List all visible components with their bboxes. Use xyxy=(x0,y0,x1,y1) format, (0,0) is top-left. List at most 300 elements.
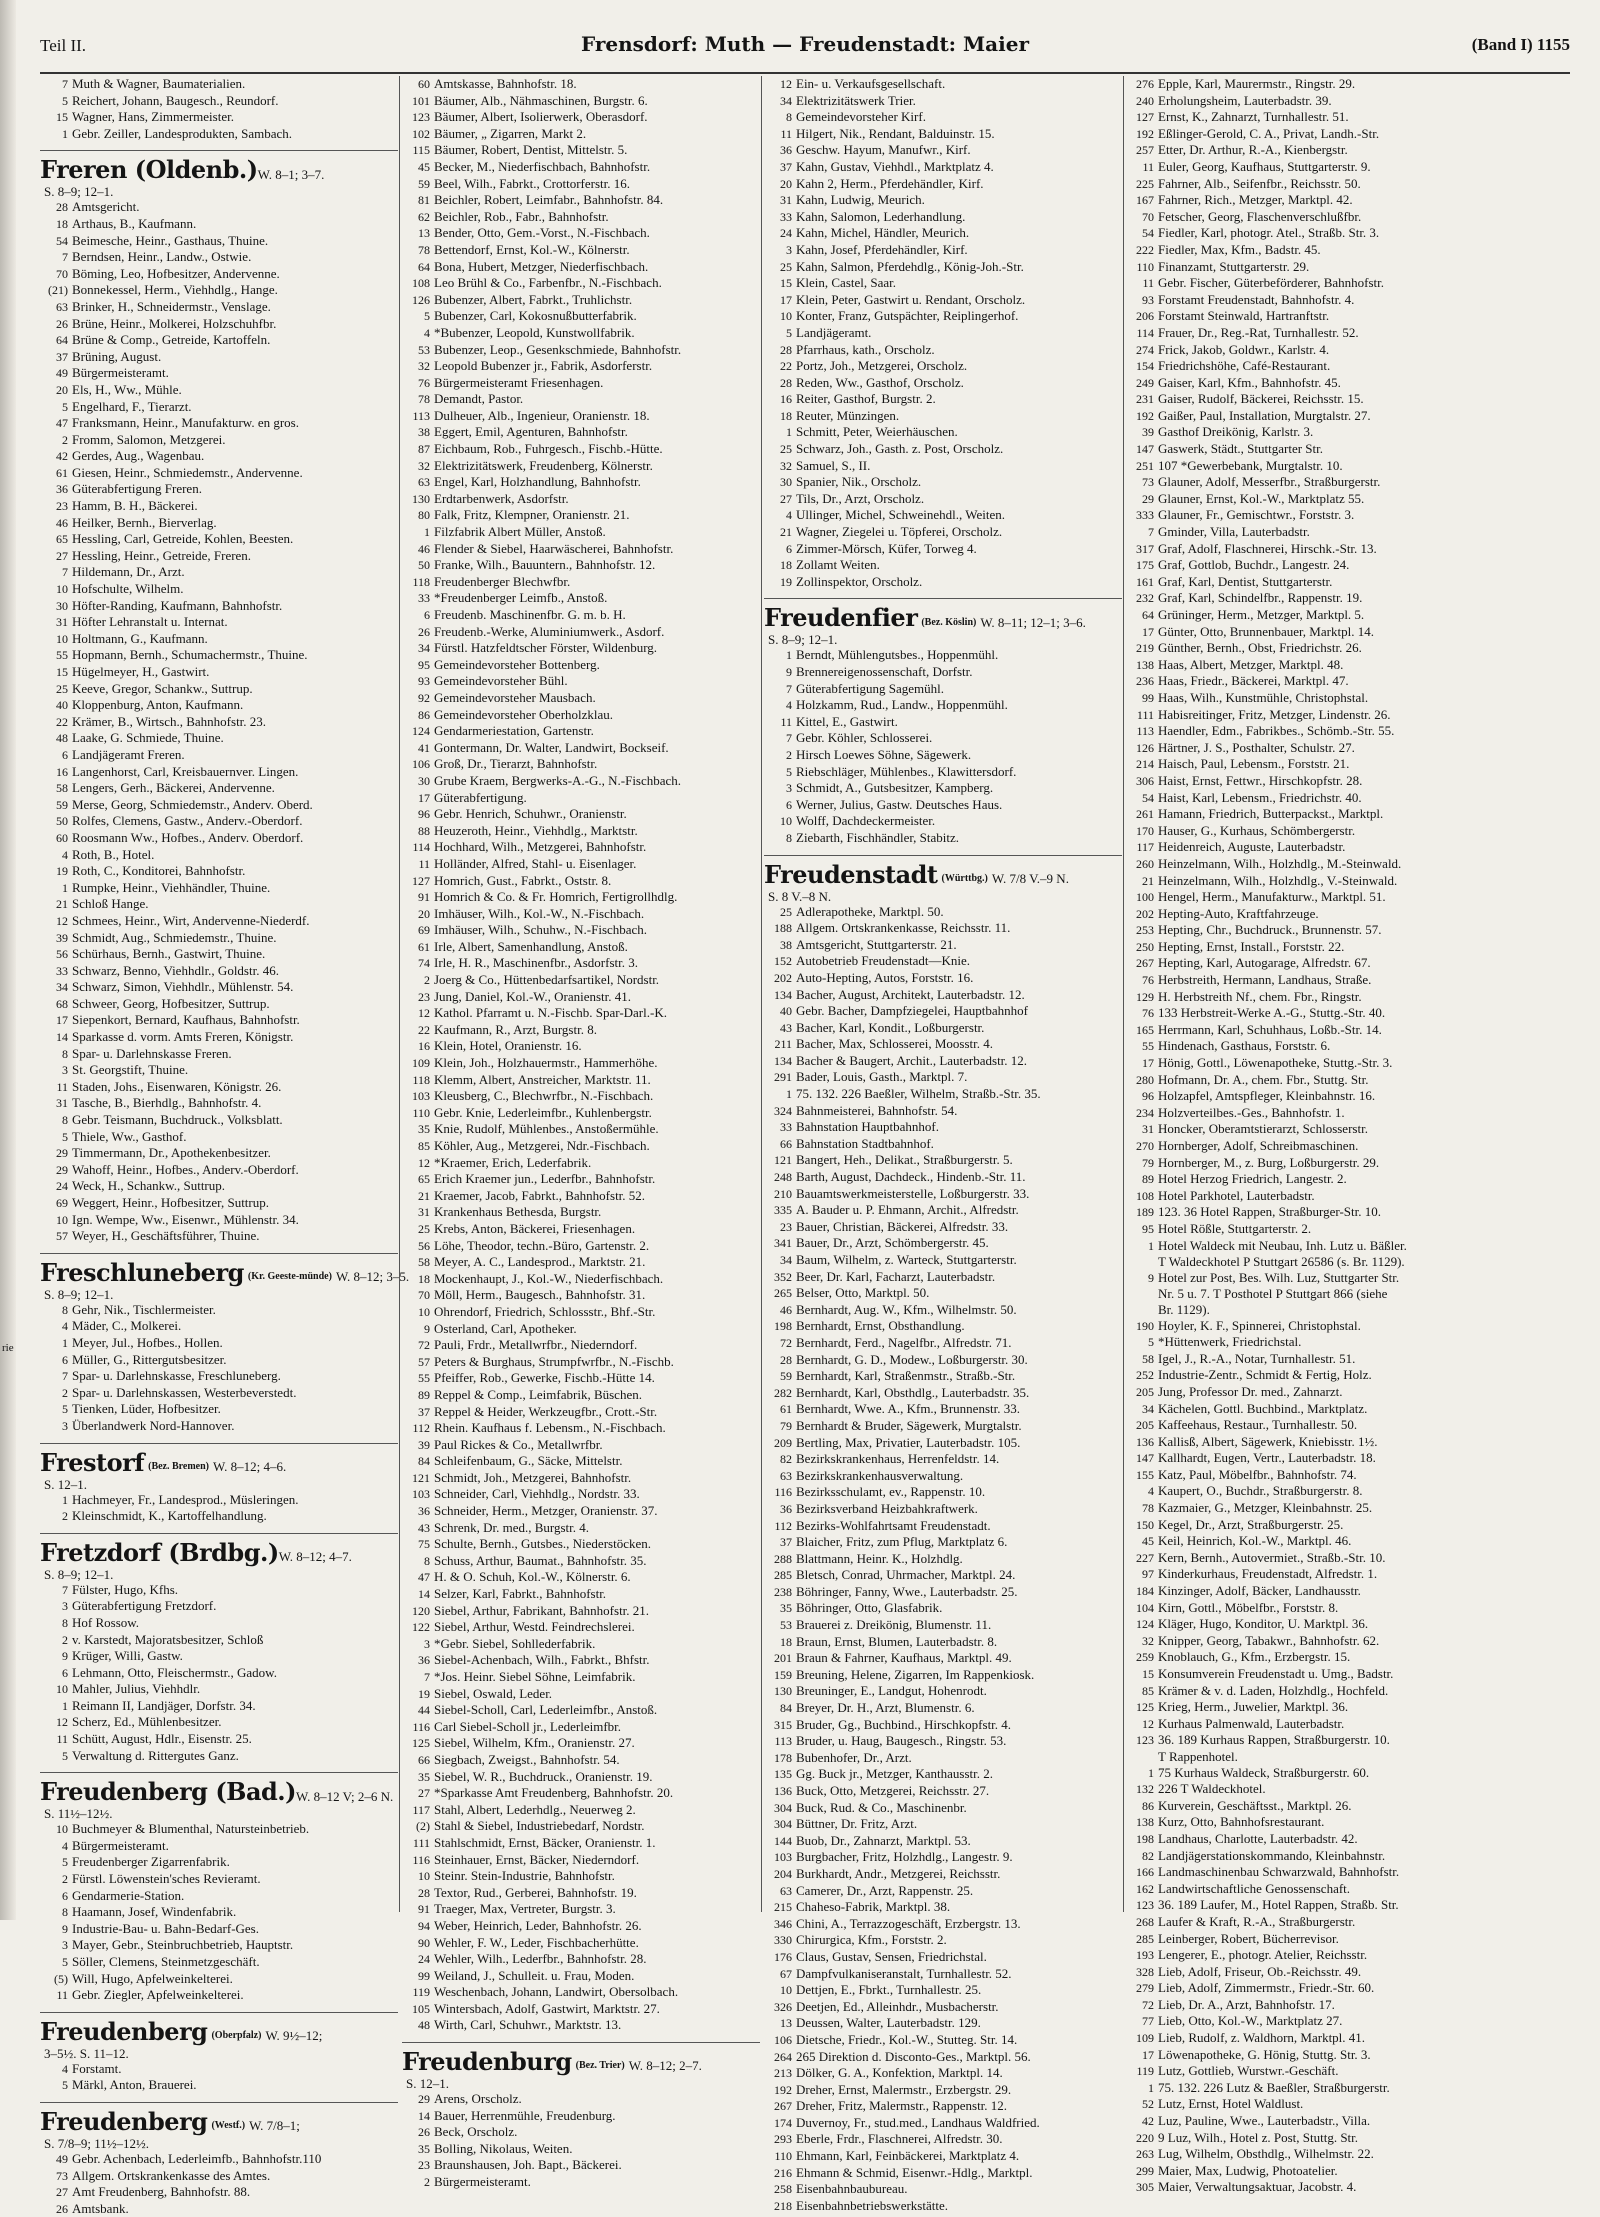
directory-entry xyxy=(40,1385,398,1402)
phone-number: 74 xyxy=(418,956,430,971)
phone-number: 35 xyxy=(780,1601,792,1616)
subscriber-name: Krämer, B., Wirtsch., Bahnhofstr. 23. xyxy=(72,713,267,729)
directory-entry xyxy=(1126,1749,1484,1765)
subscriber-name: Reichert, Johann, Baugesch., Reundorf. xyxy=(72,92,279,108)
phone-number: 161 xyxy=(1136,574,1154,589)
directory-entry xyxy=(1126,275,1484,292)
subscriber-name: Hönig, Gottl., Löwenapotheke, Stuttg.-Str. 3. xyxy=(1158,1055,1393,1071)
subscriber-name: Freudenberger Blechwfbr. xyxy=(434,573,571,589)
phone-number: 40 xyxy=(56,698,68,713)
directory-entry xyxy=(402,1088,760,1105)
phone-number: 57 xyxy=(56,1229,68,1244)
subscriber-name: Hof Rossow. xyxy=(72,1614,140,1630)
subscriber-name: Hochhard, Wilh., Metzgerei, Bahnhofstr. xyxy=(434,839,647,855)
subscriber-name: Hotel Parkhotel, Lauterbadstr. xyxy=(1158,1187,1315,1203)
directory-entry xyxy=(1126,1270,1484,1287)
directory-entry xyxy=(764,1932,1122,1949)
phone-number: 225 xyxy=(1136,176,1154,191)
subscriber-name: Steinr. Stein-Industrie, Bahnhofstr. xyxy=(434,1868,615,1884)
directory-entry xyxy=(1126,1022,1484,1039)
directory-entry xyxy=(1126,391,1484,408)
directory-entry xyxy=(1126,590,1484,607)
phone-number: 305 xyxy=(1136,2180,1154,2195)
phone-number: 84 xyxy=(780,1701,792,1716)
phone-number: 60 xyxy=(418,77,430,91)
phone-number: 34 xyxy=(1142,1401,1154,1416)
subscriber-name: Falk, Fritz, Klempner, Oranienstr. 21. xyxy=(434,507,630,523)
directory-entry xyxy=(764,325,1122,342)
subscriber-name: Heidenreich, Auguste, Lauterbadstr. xyxy=(1158,839,1346,855)
directory-entry xyxy=(40,1352,398,1369)
directory-entry xyxy=(764,937,1122,954)
directory-entry xyxy=(402,441,760,458)
subscriber-name: Homrich, Gust., Fabrkt., Oststr. 8. xyxy=(434,872,612,888)
directory-entry xyxy=(40,249,398,266)
phone-number: 4 xyxy=(62,1319,68,1334)
town-name: Freudenfier xyxy=(764,603,918,633)
subscriber-name: H. & O. Schuh, Kol.-W., Kölnerstr. 6. xyxy=(434,1569,631,1585)
directory-entry xyxy=(1126,441,1484,458)
subscriber-name: Camerer, Dr., Arzt, Rappenstr. 25. xyxy=(796,1882,974,1898)
phone-number: 147 xyxy=(1136,442,1154,457)
subscriber-name: Rolfes, Clemens, Gastw., Anderv.-Oberdorf. xyxy=(72,813,303,829)
subscriber-name: Höfter-Randing, Kaufmann, Bahnhofstr. xyxy=(72,597,283,613)
directory-entry xyxy=(40,1971,398,1988)
phone-number: 126 xyxy=(1136,740,1154,755)
directory-entry xyxy=(764,1235,1122,1252)
directory-entry xyxy=(1126,458,1484,475)
phone-number: 7 xyxy=(62,1582,68,1597)
subscriber-name: Schütt, August, Hdlr., Eisenstr. 25. xyxy=(72,1731,252,1747)
phone-number: 1 xyxy=(62,1335,68,1350)
phone-number: 147 xyxy=(1136,1451,1154,1466)
column-rule xyxy=(1123,76,1124,1912)
phone-number: 11 xyxy=(1142,159,1154,174)
directory-entry xyxy=(402,806,760,823)
phone-number: 326 xyxy=(774,1999,792,2014)
phone-number: 2 xyxy=(786,747,792,762)
subscriber-name: Schmidt, Joh., Metzgerei, Bahnhofstr. xyxy=(434,1469,632,1485)
phone-number: 17 xyxy=(1142,624,1154,639)
phone-number: 2 xyxy=(62,1632,68,1647)
phone-number: 50 xyxy=(56,814,68,829)
directory-entry xyxy=(764,342,1122,359)
directory-entry xyxy=(40,1095,398,1112)
phone-number: 227 xyxy=(1136,1550,1154,1565)
phone-number: 110 xyxy=(412,1105,430,1120)
phone-number: 170 xyxy=(1136,823,1154,838)
subscriber-name: Beer, Dr. Karl, Facharzt, Lauterbadstr. xyxy=(796,1268,996,1284)
phone-number: 16 xyxy=(780,392,792,407)
subscriber-name: Gaißer, Paul, Installation, Murgtalstr. 27. xyxy=(1158,407,1371,423)
directory-entry xyxy=(764,507,1122,524)
phone-number: 3 xyxy=(62,1418,68,1433)
directory-entry xyxy=(402,1171,760,1188)
subscriber-name: Hepting-Auto, Kraftfahrzeuge. xyxy=(1158,905,1319,921)
phone-number: 219 xyxy=(1136,641,1154,656)
directory-entry xyxy=(402,989,760,1006)
directory-entry xyxy=(402,1005,760,1022)
subscriber-name: Deetjen, Ed., Alleinhdr., Musbacherstr. xyxy=(796,1998,999,2014)
subscriber-name: Reiter, Gasthof, Burgstr. 2. xyxy=(796,391,936,407)
directory-entry xyxy=(402,1138,760,1155)
directory-entry xyxy=(402,1636,760,1653)
directory-entry xyxy=(764,1368,1122,1385)
town-region: (Württbg.) xyxy=(941,872,988,884)
phone-number: 4 xyxy=(786,698,792,713)
directory-entry xyxy=(402,1818,760,1835)
directory-entry xyxy=(402,342,760,359)
subscriber-name: Engel, Karl, Holzhandlung, Bahnhofstr. xyxy=(434,474,641,490)
phone-number: 9 xyxy=(62,1921,68,1936)
directory-entry xyxy=(764,126,1122,143)
directory-entry xyxy=(402,1968,760,1985)
directory-entry xyxy=(402,972,760,989)
directory-entry xyxy=(1126,1121,1484,1138)
directory-entry xyxy=(40,1079,398,1096)
directory-entry xyxy=(764,2115,1122,2132)
subscriber-name: Weggert, Heinr., Hofbesitzer, Suttrup. xyxy=(72,1195,269,1210)
subscriber-name: Bäumer, Albert, Isolierwerk, Oberasdorf. xyxy=(434,109,648,125)
phone-number: 111 xyxy=(412,1835,430,1850)
directory-entry xyxy=(40,233,398,250)
phone-number: 117 xyxy=(412,1802,430,1817)
phone-number: 11 xyxy=(418,856,430,871)
directory-entry xyxy=(402,1387,760,1404)
directory-entry xyxy=(40,2201,398,2217)
directory-entry xyxy=(40,415,398,432)
directory-entry xyxy=(1126,1765,1484,1782)
phone-number: 123 xyxy=(412,110,430,125)
phone-number: 24 xyxy=(418,1952,430,1967)
phone-number: 202 xyxy=(774,970,792,985)
subscriber-name: Gg. Buck jr., Metzger, Kanthausstr. 2. xyxy=(796,1766,993,1782)
phone-number: 116 xyxy=(774,1485,792,1500)
subscriber-name: Köhler, Aug., Metzgerei, Ndr.-Fischbach. xyxy=(434,1138,650,1153)
phone-number: 88 xyxy=(418,823,430,838)
subscriber-name: Hotel Waldeck mit Neubau, Inh. Lutz u. Bäßler. xyxy=(1158,1237,1407,1253)
directory-entry xyxy=(402,773,760,790)
subscriber-name: Roth, B., Hotel. xyxy=(72,846,155,862)
phone-number: 8 xyxy=(62,1905,68,1920)
phone-number: 37 xyxy=(418,1404,430,1419)
phone-number: 108 xyxy=(1136,1188,1154,1203)
subscriber-name: Chirurgica, Kfm., Forststr. 2. xyxy=(796,1932,947,1948)
directory-entry xyxy=(402,640,760,657)
subscriber-name: Euler, Georg, Kaufhaus, Stuttgarterstr. 9. xyxy=(1158,158,1371,174)
directory-entry xyxy=(40,714,398,731)
phone-number: 34 xyxy=(780,93,792,108)
subscriber-name: Reuter, Münzingen. xyxy=(796,407,900,423)
directory-entry xyxy=(1126,1417,1484,1434)
directory-entry xyxy=(1126,1699,1484,1716)
subscriber-name: Lengerer, E., photogr. Atelier, Reichsstr. xyxy=(1158,1947,1368,1963)
subscriber-name: Kittel, E., Gastwirt. xyxy=(796,713,898,729)
directory-entry xyxy=(402,1785,760,1802)
phone-number: 20 xyxy=(56,382,68,397)
subscriber-name: Gebr. Fischer, Güterbeförderer, Bahnhofstr. xyxy=(1158,275,1385,291)
phone-number: 114 xyxy=(1136,325,1154,340)
directory-entry xyxy=(764,1949,1122,1966)
directory-entry xyxy=(40,1921,398,1938)
phone-number: 1 xyxy=(424,525,430,540)
subscriber-name: Laufer & Kraft, R.-A., Straßburgerstr. xyxy=(1158,1913,1356,1929)
subscriber-name: Siebel, Arthur, Fabrikant, Bahnhofstr. 21. xyxy=(434,1602,650,1618)
directory-entry xyxy=(1126,2063,1484,2080)
subscriber-name: Stahlschmidt, Ernst, Bäcker, Oranienstr. 1. xyxy=(434,1834,656,1850)
phone-number: 4 xyxy=(786,508,792,523)
phone-number: 4 xyxy=(62,1838,68,1853)
phone-number: 34 xyxy=(56,980,68,995)
phone-number: 14 xyxy=(56,1030,68,1045)
phone-number: 95 xyxy=(1142,1221,1154,1236)
phone-number: 12 xyxy=(780,77,792,91)
phone-number: 11 xyxy=(56,1988,68,2003)
phone-number: 25 xyxy=(780,259,792,274)
phone-number: 317 xyxy=(1136,541,1154,556)
directory-entry xyxy=(1126,1286,1484,1302)
phone-number: 36 xyxy=(780,1501,792,1516)
subscriber-name: Brauerei z. Dreikönig, Blumenstr. 11. xyxy=(796,1617,992,1633)
phone-number: 66 xyxy=(418,1752,430,1767)
subscriber-name: Bernhardt, Ernst, Obsthandlung. xyxy=(796,1318,965,1334)
phone-number: 124 xyxy=(412,724,430,739)
phone-number: 126 xyxy=(412,292,430,307)
subscriber-name: Bonnekessel, Herm., Viehhdlg., Hange. xyxy=(72,282,278,298)
subscriber-name: Fülster, Hugo, Kfhs. xyxy=(72,1581,179,1597)
directory-entry xyxy=(1126,1072,1484,1089)
sunday-hours: S. 8–9; 12–1. xyxy=(768,632,838,648)
directory-entry xyxy=(764,2148,1122,2165)
subscriber-name: Güterabfertigung Sagemühl. xyxy=(796,680,945,696)
subscriber-name: Söller, Clemens, Steinmetzgeschäft. xyxy=(72,1954,260,1969)
town-heading xyxy=(402,2042,760,2076)
subscriber-name: Hamann, Friedrich, Butterpackst., Marktpl. xyxy=(1158,806,1384,822)
phone-number: 132 xyxy=(1136,1782,1154,1797)
subscriber-name: Siebel, Wilhelm, Kfm., Oranienstr. 27. xyxy=(434,1735,635,1751)
directory-entry xyxy=(1126,839,1484,856)
subscriber-name: Siebel-Scholl, Carl, Lederleimfbr., Anstoß. xyxy=(434,1702,658,1718)
phone-number: 2 xyxy=(62,1509,68,1524)
directory-entry xyxy=(764,664,1122,681)
subscriber-name: Werner, Julius, Gastw. Deutsches Haus. xyxy=(796,796,1003,812)
directory-entry xyxy=(40,2184,398,2201)
directory-entry xyxy=(40,1698,398,1715)
phone-number: 6 xyxy=(62,747,68,762)
directory-entry xyxy=(402,375,760,392)
phone-number: 97 xyxy=(1142,1567,1154,1582)
phone-number: 76 xyxy=(1142,1006,1154,1021)
subscriber-name: 36. 189 Kurhaus Rappen, Straßburgerstr. 10. xyxy=(1158,1732,1390,1748)
phone-number: 192 xyxy=(1136,408,1154,423)
phone-number: 6 xyxy=(786,797,792,812)
subscriber-name: Spar- u. Darlehnskasse, Freschluneberg. xyxy=(72,1368,281,1384)
directory-entry xyxy=(764,225,1122,242)
subscriber-name: Grube Kraem, Bergwerks-A.-G., N.-Fischbach. xyxy=(434,772,682,788)
subscriber-name: Brennereigenossenschaft, Dorfstr. xyxy=(796,664,973,679)
directory-entry xyxy=(1126,1848,1484,1865)
directory-entry xyxy=(1126,657,1484,674)
town-heading xyxy=(764,598,1122,632)
directory-entry xyxy=(1126,1401,1484,1418)
directory-entry xyxy=(764,358,1122,375)
directory-entry xyxy=(40,963,398,980)
phone-number: 12 xyxy=(56,913,68,928)
phone-number: 5 xyxy=(62,2078,68,2093)
town-heading xyxy=(764,855,1122,889)
subscriber-name: 265 Direktion d. Disconto-Ges., Marktpl. 56. xyxy=(796,2048,1031,2064)
subscriber-name: Weyer, H., Geschäftsführer, Thuine. xyxy=(72,1228,260,1244)
subscriber-name: Braun & Fahrner, Kaufhaus, Marktpl. 49. xyxy=(796,1650,1012,1666)
directory-entry xyxy=(402,839,760,856)
subscriber-name: Kläger, Hugo, Konditor, U. Marktpl. 36. xyxy=(1158,1616,1369,1632)
town-name: Freren (Oldenb.) xyxy=(40,155,258,185)
service-hours: W. 8–12; 3–5. xyxy=(335,1269,410,1285)
phone-number: 166 xyxy=(1136,1865,1154,1880)
town-heading xyxy=(40,1772,398,1806)
directory-entry xyxy=(1126,1616,1484,1633)
phone-number: 21 xyxy=(418,1188,430,1203)
subscriber-name: Breuninger, E., Landgut, Hohenrodt. xyxy=(796,1683,987,1699)
subscriber-name: Gemeindevorsteher Bühl. xyxy=(434,673,568,689)
phone-number: 37 xyxy=(780,159,792,174)
phone-number: 16 xyxy=(56,764,68,779)
subscriber-name: Knoblauch, G., Kfm., Erzbergstr. 15. xyxy=(1158,1649,1351,1665)
phone-number: 41 xyxy=(418,740,430,755)
phone-number: 17 xyxy=(1142,1056,1154,1071)
directory-entry xyxy=(764,159,1122,176)
directory-entry xyxy=(402,1868,760,1885)
directory-entry xyxy=(402,109,760,126)
directory-entry xyxy=(764,1501,1122,1518)
subscriber-name: Peters & Burghaus, Strumpfwrfbr., N.-Fischb. xyxy=(434,1353,674,1369)
directory-entry xyxy=(1126,1997,1484,2014)
directory-entry xyxy=(1126,1814,1484,1831)
phone-number: 27 xyxy=(56,2185,68,2200)
phone-number: 9 xyxy=(1148,1270,1154,1285)
subscriber-name: Hornberger, Adolf, Schreibmaschinen. xyxy=(1158,1138,1359,1153)
directory-entry xyxy=(764,1683,1122,1700)
phone-number: 69 xyxy=(56,1196,68,1210)
phone-number: 5 xyxy=(786,764,792,779)
phone-number: 10 xyxy=(56,1822,68,1837)
phone-number: 10 xyxy=(56,631,68,646)
phone-number: 274 xyxy=(1136,342,1154,357)
town-heading xyxy=(40,1443,398,1477)
phone-number: 150 xyxy=(1136,1517,1154,1532)
phone-number: 1 xyxy=(1148,2080,1154,2095)
header-rule xyxy=(40,72,1570,74)
town-region: (Bez. Trier) xyxy=(575,2060,625,2072)
subscriber-name: Roth, C., Konditorei, Bahnhofstr. xyxy=(72,863,246,879)
phone-number: 110 xyxy=(1136,259,1154,274)
phone-number: 5 xyxy=(62,1855,68,1870)
directory-entry xyxy=(402,906,760,923)
directory-entry xyxy=(1126,1980,1484,1997)
directory-entry xyxy=(764,681,1122,698)
subscriber-name: Hauser, G., Kurhaus, Schömbergerstr. xyxy=(1158,822,1356,838)
directory-entry xyxy=(1126,574,1484,591)
phone-number: 72 xyxy=(418,1338,430,1353)
subscriber-name: Gebr. Knie, Lederleimfbr., Kuhlenbergstr. xyxy=(434,1104,652,1120)
directory-entry xyxy=(402,1702,760,1719)
phone-number: 54 xyxy=(56,233,68,248)
part-label: Teil II. xyxy=(40,36,87,55)
subscriber-name: Lieb, Adolf, Zimmermstr., Friedr.-Str. 60. xyxy=(1158,1980,1375,1996)
subscriber-name: Güterabfertigung. xyxy=(434,789,527,805)
directory-entry xyxy=(1126,491,1484,508)
directory-entry xyxy=(764,275,1122,292)
directory-entry xyxy=(1126,1897,1484,1914)
directory-entry xyxy=(764,2082,1122,2099)
directory-entry xyxy=(40,1987,398,2004)
directory-entry xyxy=(402,524,760,541)
phone-number: 48 xyxy=(418,2018,430,2033)
subscriber-name: Bacher & Baugert, Archit., Lauterbadstr. 12. xyxy=(796,1052,1028,1068)
subscriber-name: Bubenzer, Carl, Kokosnußbutterfabrik. xyxy=(434,308,637,324)
subscriber-name: Bettendorf, Ernst, Kol.-W., Kölnerstr. xyxy=(434,241,630,257)
directory-entry xyxy=(40,1145,398,1162)
subscriber-name: Demandt, Pastor. xyxy=(434,391,524,407)
phone-number: 23 xyxy=(418,2158,430,2173)
directory-entry xyxy=(402,1951,760,1968)
directory-entry xyxy=(402,159,760,176)
subscriber-name: Beimesche, Heinr., Gasthaus, Thuine. xyxy=(72,232,269,248)
directory-entry xyxy=(764,1252,1122,1269)
town-name: Freudenstadt xyxy=(764,859,938,889)
phone-number: 25 xyxy=(780,904,792,919)
phone-number: 10 xyxy=(56,1682,68,1697)
directory-entry xyxy=(40,664,398,681)
phone-number: 34 xyxy=(418,641,430,656)
directory-entry xyxy=(40,1632,398,1649)
subscriber-name: *Gebr. Siebel, Sohllederfabrik. xyxy=(434,1635,596,1651)
subscriber-name: Schmees, Heinr., Wirt, Andervenne-Niederdf. xyxy=(72,912,310,928)
directory-entry xyxy=(764,813,1122,830)
phone-number: 116 xyxy=(412,1719,430,1734)
subscriber-name: Braun, Ernst, Blumen, Lauterbadstr. 8. xyxy=(796,1633,998,1649)
directory-entry xyxy=(1126,342,1484,359)
service-hours: W. 7/8–1; xyxy=(249,2118,300,2134)
subscriber-name: 226 T Waldeckhotel. xyxy=(1158,1781,1266,1797)
subscriber-name: Rhein. Kaufhaus f. Lebensm., N.-Fischbach. xyxy=(434,1420,666,1436)
phone-number: 176 xyxy=(774,1949,792,1964)
phone-number: 138 xyxy=(1136,1815,1154,1830)
directory-entry xyxy=(40,382,398,399)
directory-entry xyxy=(764,2032,1122,2049)
phone-number: 259 xyxy=(1136,1650,1154,1665)
directory-entry xyxy=(402,192,760,209)
directory-entry xyxy=(40,1904,398,1921)
phone-number: 55 xyxy=(56,648,68,663)
directory-entry xyxy=(402,1719,760,1736)
directory-entry xyxy=(1126,1781,1484,1798)
phone-number: 144 xyxy=(774,1833,792,1848)
sunday-hours: S. 8 V.–8 N. xyxy=(768,888,832,904)
phone-number: 268 xyxy=(1136,1914,1154,1929)
phone-number: 260 xyxy=(1136,856,1154,871)
directory-entry xyxy=(1126,673,1484,690)
directory-entry xyxy=(1126,142,1484,159)
directory-entry xyxy=(764,780,1122,797)
subscriber-name: Löwenapotheke, G. Hönig, Stuttg. Str. 3. xyxy=(1158,2046,1371,2062)
directory-entry xyxy=(1126,1302,1484,1318)
directory-entry xyxy=(402,1404,760,1421)
column-rule xyxy=(399,76,400,1912)
phone-number: 1 xyxy=(62,1698,68,1713)
directory-entry xyxy=(402,176,760,193)
sunday-hours: S. 7/8–9; 11½–12½. xyxy=(44,2135,149,2151)
